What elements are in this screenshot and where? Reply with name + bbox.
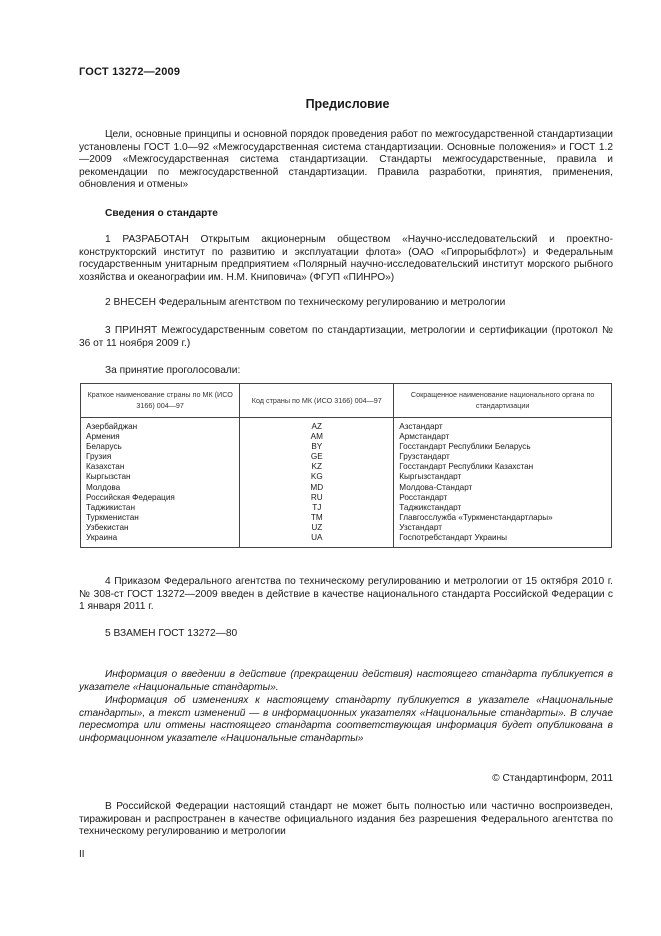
country-code: AZ: [311, 422, 323, 431]
header-country: Краткое наименование страны по МК (ИСО 3166) 004—97: [81, 384, 240, 418]
standards-body: Азстандарт: [399, 422, 443, 431]
standards-body: Госстандарт Республики Беларусь: [399, 442, 531, 452]
country-name: Узбекистан: [86, 522, 129, 532]
page-title: Предисловие: [305, 97, 390, 111]
country-code: BY: [311, 442, 323, 452]
item-developed: 1 РАЗРАБОТАН Открытым акционерным обществом «Научно-исследовательский и проектно-конструкторский институт по развитию и эксплуатации флота» (ОАО «Гипрорыбфлот») и Федеральным государственным унитарным предприятием «Полярный научно-исследовательский институт морского рыбного хозяйства и океанографии им. Н.М. Книповича» (ФГУП «ПИНРО»): [79, 234, 613, 283]
country-name: Туркменистан: [86, 512, 139, 522]
country-code: RU: [310, 492, 323, 502]
country-code: UZ: [311, 522, 323, 532]
country-name: Грузия: [86, 452, 112, 462]
item-enacted: 4 Приказом Федерального агентства по техническому регулированию и метрологии от 15 октября 2010 г. № 308-ст ГОСТ 13272—2009 введен в действие в качестве национального стандарта Российской Федерации с 1 января 2011 г.: [79, 576, 613, 613]
country-code: UA: [311, 533, 323, 543]
country-name: Таджикистан: [86, 502, 135, 512]
country-code: KZ: [311, 462, 323, 472]
country-name: Украина: [86, 533, 118, 543]
copyright: © Стандартинформ, 2011: [492, 773, 613, 784]
body-column: [394, 418, 612, 548]
standards-body: Узстандарт: [399, 522, 442, 532]
note-changes: Информация об изменениях к настоящему стандарту публикуется в указателе «Национальные стандарты», а текст изменений — в информационных указателях «Национальные стандарты». В случае пересмотра или отмены настоящего стандарта соответствующая информация будет опубликована в информационном указателе «Национальные стандарты»: [79, 695, 613, 744]
note-publication: Информация о введении в действие (прекращении действия) настоящего стандарта публикуется в указателе «Национальные стандарты».: [79, 669, 613, 693]
vote-intro: За принятие проголосовали:: [105, 365, 241, 376]
standards-body: Главгосслужба «Туркменстандартлары»: [399, 512, 553, 522]
standards-body: Таджикстандарт: [399, 502, 462, 512]
standards-body: Госстандарт Республики Казахстан: [399, 462, 534, 472]
country-code: KG: [310, 472, 323, 482]
header-body: Сокращенное наименование национального органа по стандартизации: [394, 384, 612, 418]
country-code: AM: [310, 432, 323, 442]
country-code: TM: [310, 512, 323, 522]
standards-body: Армстандарт: [399, 432, 450, 442]
intro-paragraph: Цели, основные принципы и основной порядок проведения работ по межгосударственной стандартизации установлены ГОСТ 1.0—92 «Межгосударственная система стандартизации. Основные положения» и ГОСТ 1.2—2009 «Межгосударственная система стандартизации. Стандарты межгосударственные, правила и рекомендации по межгосударственной стандартизации. Правила разработки, принятия, применения, обновления и отмены»: [79, 129, 613, 191]
table-header-row: [81, 384, 612, 418]
country-name: Российская Федерация: [86, 492, 175, 502]
header-code: Код страны по МК (ИСО 3166) 004—97: [240, 384, 394, 418]
standards-body: Росстандарт: [399, 492, 448, 502]
country-code: TJ: [312, 502, 322, 512]
country-code: MD: [310, 482, 324, 492]
item-introduced: 2 ВНЕСЕН Федеральным агентством по техническому регулированию и метрологии: [105, 297, 506, 308]
standards-body: Госпотребстандарт Украины: [399, 533, 508, 543]
standards-body: Грузстандарт: [399, 452, 450, 462]
document-code: ГОСТ 13272—2009: [79, 66, 181, 78]
item-replaces: 5 ВЗАМЕН ГОСТ 13272—80: [105, 628, 238, 639]
code-column: [240, 418, 394, 548]
country-name: Казахстан: [86, 462, 125, 472]
country-name: Азербайджан: [86, 422, 138, 431]
country-name: Кыргызстан: [86, 472, 131, 482]
country-name: Молдова: [86, 482, 121, 492]
page-number: II: [79, 849, 85, 860]
restriction-paragraph: В Российской Федерации настоящий стандарт не может быть полностью или частично воспроизведен, тиражирован и распространен в качестве официального издания без разрешения Федерального агентства по техническому регулированию и метрологии: [79, 801, 613, 838]
country-column: [81, 418, 240, 548]
section-heading: Сведения о стандарте: [105, 208, 218, 219]
standards-body: Молдова-Стандарт: [399, 482, 473, 492]
voting-table: [80, 383, 612, 548]
country-code: GE: [310, 452, 323, 462]
country-name: Беларусь: [86, 442, 122, 452]
table-body-row: [81, 418, 612, 548]
standards-body: Кыргызстандарт: [399, 472, 462, 482]
item-adopted: 3 ПРИНЯТ Межгосударственным советом по стандартизации, метрологии и сертификации (протокол № 36 от 11 ноября 2009 г.): [79, 325, 613, 349]
country-name: Армения: [86, 432, 120, 442]
